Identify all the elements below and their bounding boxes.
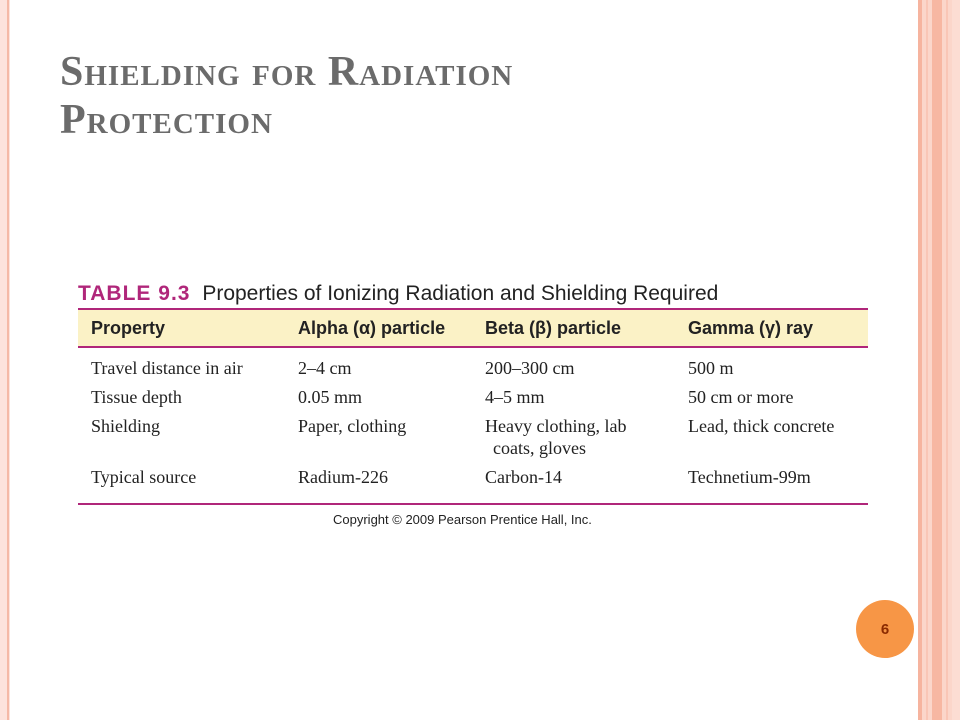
page-number-badge [856,600,914,658]
cell-gamma: Lead, thick concrete [688,416,835,436]
cell-beta: Carbon-14 [472,466,675,504]
cell-beta: 4–5 mm [485,387,545,407]
cell-beta-line-2: coats, gloves [493,438,586,458]
cell-alpha: Paper, clothing [298,416,407,436]
radiation-properties-table [78,308,868,505]
header-gamma: Gamma (γ) ray [675,309,868,347]
stripe [926,0,928,720]
cell-beta: 200–300 cm [485,358,575,378]
stripe [918,0,922,720]
cell-gamma: Technetium-99m [675,466,868,504]
stripe [946,0,948,720]
cell-property: Tissue depth [91,387,182,407]
cell-gamma: 500 m [688,358,734,378]
table-row [78,386,868,415]
stripe [932,0,942,720]
cell-property: Travel distance in air [91,358,243,378]
cell-beta [472,415,675,466]
cell-alpha: Radium-226 [285,466,472,504]
header-property: Property [78,309,285,347]
table-caption [78,280,868,308]
table-caption-text: Properties of Ionizing Radiation and Shielding Required [202,282,719,305]
right-stripe-decoration [918,0,960,720]
table-row [78,466,868,504]
cell-alpha: 2–4 cm [298,358,352,378]
cell-property: Typical source [78,466,285,504]
cell-alpha: 0.05 mm [298,387,363,407]
slide-title [60,48,880,144]
left-edge-line [7,0,9,720]
header-beta: Beta (β) particle [472,309,675,347]
slide-title-line-1: Shielding for Radiation [60,49,514,95]
table-header-row [78,309,868,347]
radiation-table-figure [78,280,868,527]
table-row [78,415,868,466]
stripe [952,0,960,720]
copyright-notice: Copyright © 2009 Pearson Prentice Hall, Inc. [333,512,592,527]
slide-title-line-2: Protection [60,97,273,143]
table-label: TABLE 9.3 [78,282,191,305]
cell-beta-line-1: Heavy clothing, lab [485,416,627,436]
page-number: 6 [880,620,890,638]
cell-gamma: 50 cm or more [688,387,794,407]
table-row [78,347,868,386]
cell-property: Shielding [91,416,161,436]
header-alpha: Alpha (α) particle [285,309,472,347]
